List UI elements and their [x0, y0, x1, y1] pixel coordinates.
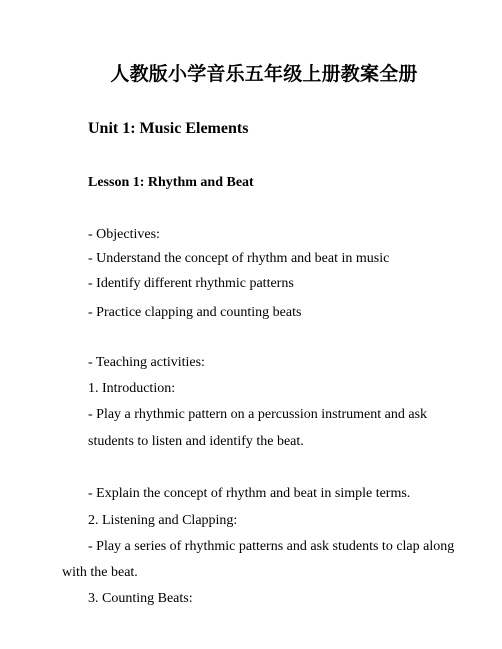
- activity-detail: - Explain the concept of rhythm and beat in simple terms.: [88, 486, 411, 501]
- objective-item: - Identify different rhythmic patterns: [88, 276, 294, 291]
- document-title: 人教版小学音乐五年级上册教案全册: [110, 63, 418, 85]
- objectives-label: - Objectives:: [88, 227, 160, 242]
- activity-detail: - Play a rhythmic pattern on a percussion instrument and ask: [88, 407, 428, 422]
- objective-item: - Practice clapping and counting beats: [88, 305, 302, 320]
- activity-step-heading: 3. Counting Beats:: [88, 591, 193, 606]
- activity-step-heading: 1. Introduction:: [88, 381, 176, 396]
- unit-heading: Unit 1: Music Elements: [88, 120, 249, 137]
- activity-detail-continued: students to listen and identify the beat.: [88, 434, 304, 449]
- activity-step-heading: 2. Listening and Clapping:: [88, 513, 238, 528]
- activities-label: - Teaching activities:: [88, 355, 205, 370]
- objective-item: - Understand the concept of rhythm and beat in music: [88, 251, 390, 266]
- activity-detail: - Play a series of rhythmic patterns and ask students to clap along: [88, 539, 455, 554]
- activity-detail-continued: with the beat.: [62, 565, 138, 580]
- lesson-heading: Lesson 1: Rhythm and Beat: [88, 175, 254, 190]
